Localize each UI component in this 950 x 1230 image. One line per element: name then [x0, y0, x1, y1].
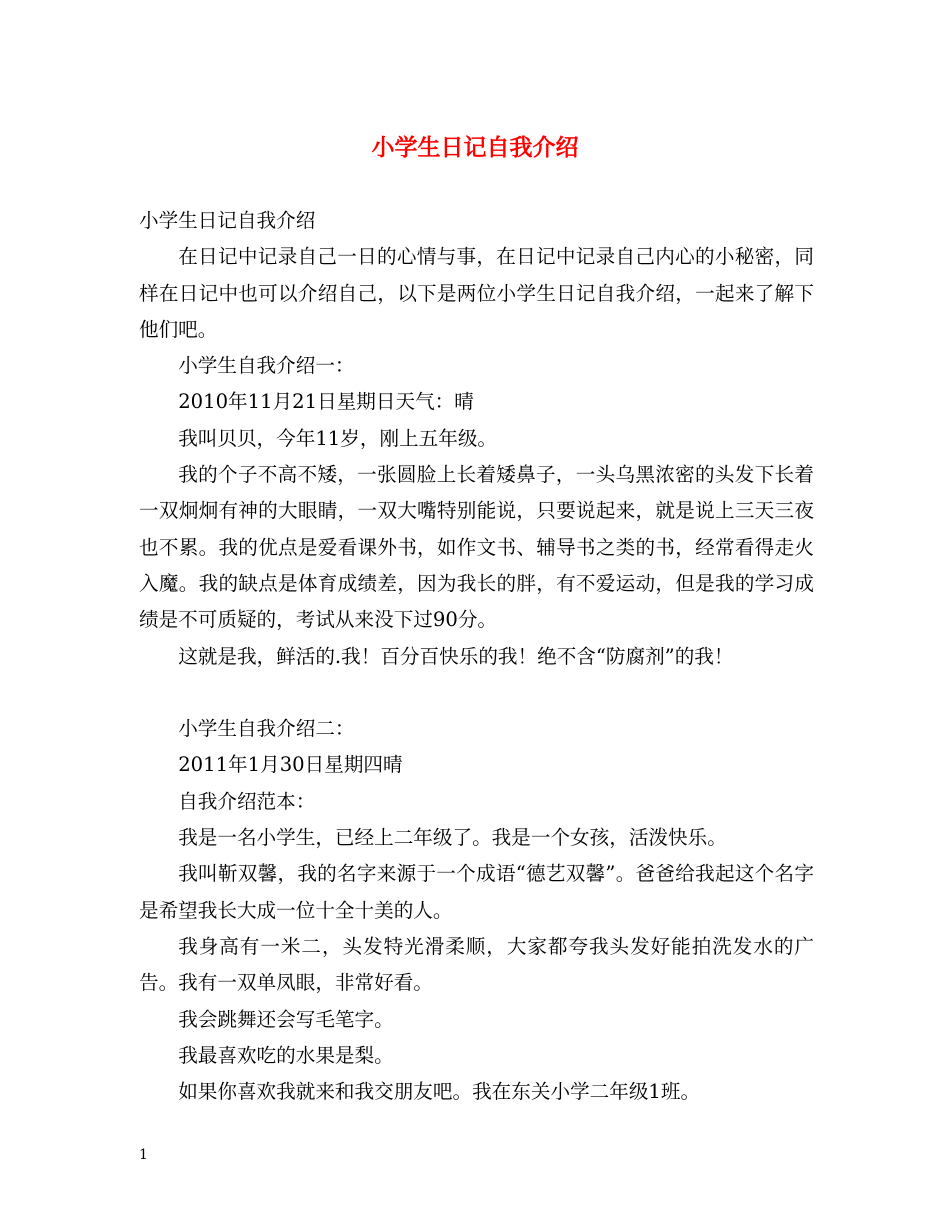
paragraph-heading: 小学生日记自我介绍: [139, 209, 316, 232]
paragraph-template-label: 自我介绍范本：: [178, 789, 316, 813]
paragraph-section-two-heading: 小学生自我介绍二：: [178, 717, 355, 741]
paragraph-section-one-heading: 小学生自我介绍一：: [178, 354, 355, 378]
paragraph-description-one: 我的个子不高不矮，一张圆脸上长着矮鼻子，一头乌黑浓密的头发下长着一双炯炯有神的大眼睛，一双大嘴特别能说，只要说起来，就是说上三天三夜也不累。我的优点是爱看课外书，如作文书、辅导书之类的书，经常看得走火入魔。我的缺点是体育成绩差，因为我长的胖，有不爱运动，但是我的学习成绩是不可质疑的，考试从来没下过90分。: [139, 463, 814, 632]
paragraph-favorite-fruit: 我最喜欢吃的水果是梨。: [178, 1043, 394, 1067]
document-title: 小学生日记自我介绍: [371, 134, 579, 161]
paragraph-closing-two: 如果你喜欢我就来和我交朋友吧。我在东关小学二年级1班。: [178, 1080, 701, 1104]
blank-line: [139, 675, 814, 711]
paragraph-intro-two: 我是一名小学生，已经上二年级了。我是一个女孩，活泼快乐。: [178, 826, 727, 850]
document-body: [139, 203, 814, 1110]
paragraph-name-two: 我叫靳双馨，我的名字来源于一个成语“德艺双馨”。爸爸给我起这个名字是希望我长大成一位十全十美的人。: [139, 862, 814, 922]
paragraph-date-one: 2010年11月21日星期日天气：晴: [178, 390, 474, 414]
paragraph-intro: 在日记中记录自己一日的心情与事，在日记中记录自己内心的小秘密，同样在日记中也可以介绍自己，以下是两位小学生日记自我介绍，一起来了解下他们吧。: [139, 245, 814, 341]
paragraph-name-one: 我叫贝贝，今年11岁，刚上五年级。: [178, 426, 498, 450]
paragraph-closing-one: 这就是我，鲜活的.我！百分百快乐的我！绝不含“防腐剂”的我！: [178, 644, 734, 668]
paragraph-skills-two: 我会跳舞还会写毛笔字。: [178, 1007, 394, 1031]
paragraph-appearance-two: 我身高有一米二，头发特光滑柔顺，大家都夸我头发好能拍洗发水的广告。我有一双单凤眼，非常好看。: [139, 934, 814, 995]
paragraph-date-two: 2011年1月30日星期四晴: [178, 753, 403, 777]
page-number: 1: [139, 1147, 148, 1163]
